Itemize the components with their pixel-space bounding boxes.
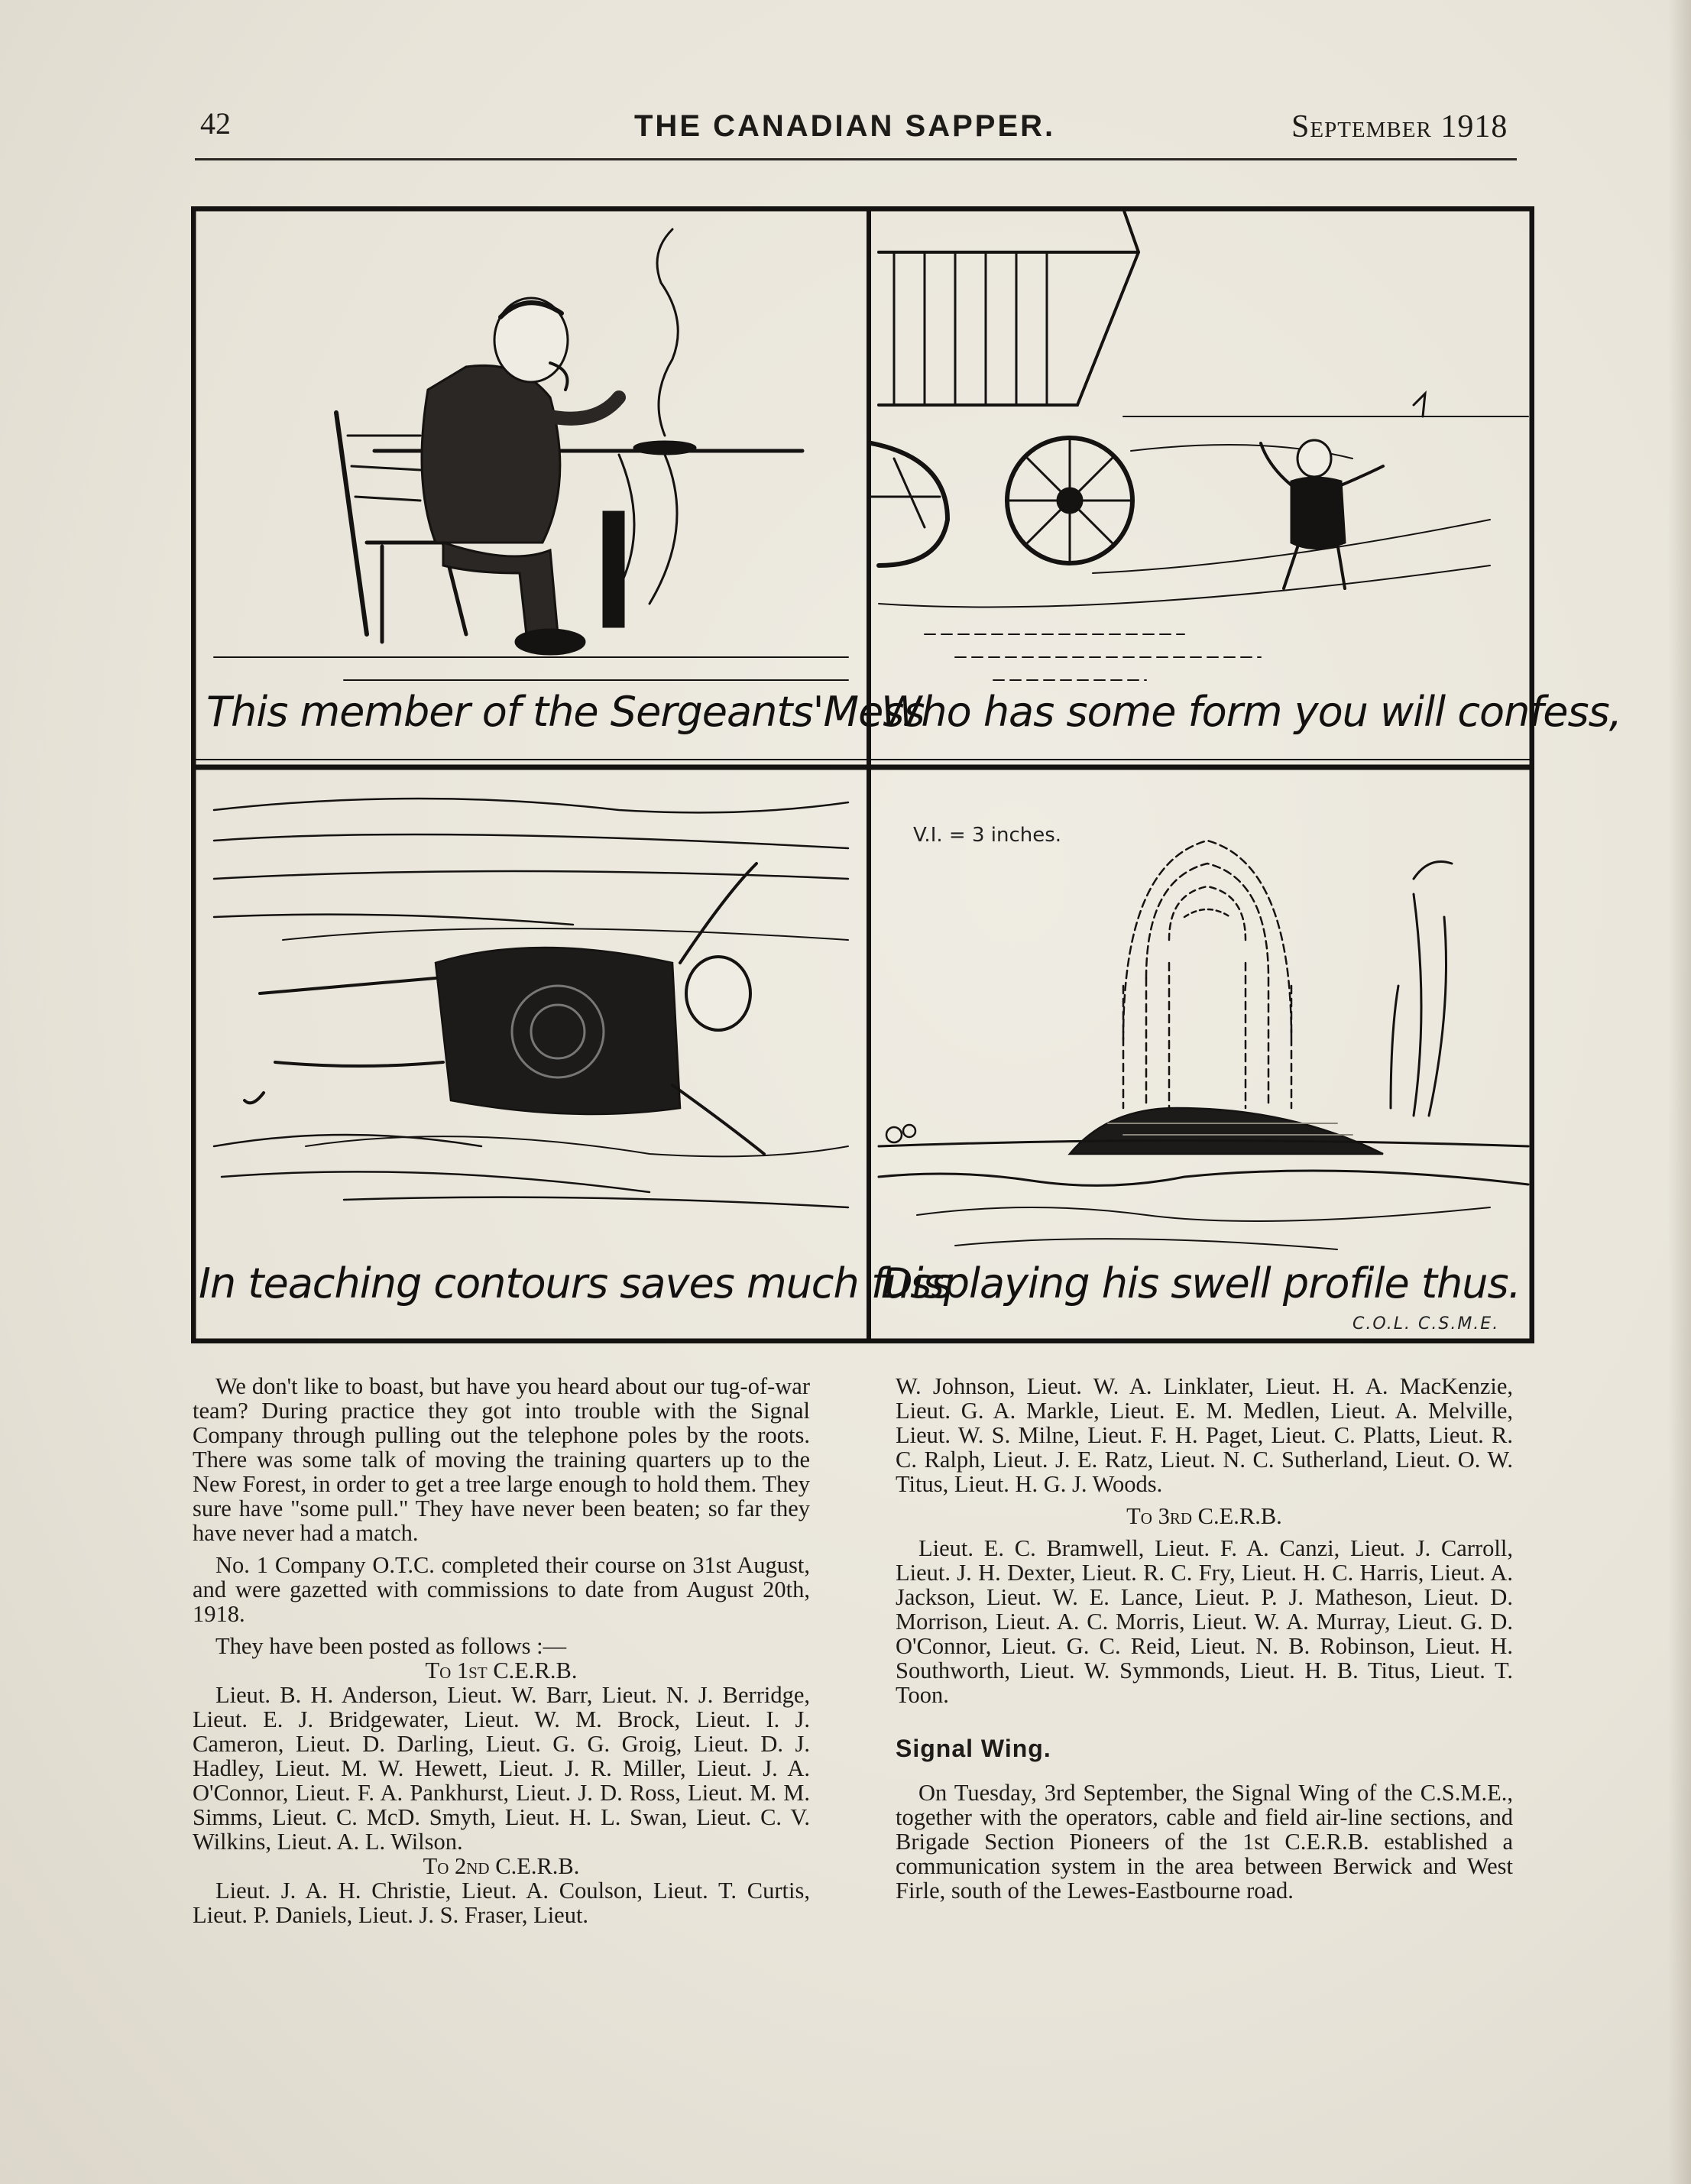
cartoon-figure — [191, 206, 1621, 1343]
posting-heading-2nd-cerb: To 2nd C.E.R.B. — [423, 1853, 580, 1879]
page-header — [0, 0, 1691, 168]
paragraph-otc-course: No. 1 Company O.T.C. completed their course on 31st August, and were gazetted with commissions to date from August 20th, 1918. — [193, 1552, 810, 1627]
panel-4-caption: Displaying his swell profile thus. — [881, 1259, 1521, 1307]
panel-1-art — [214, 229, 848, 680]
journal-title: THE CANADIAN SAPPER. — [634, 109, 1056, 143]
header-rule — [195, 158, 1517, 160]
posting-heading-3rd-cerb: To 3rd C.E.R.B. — [1126, 1503, 1282, 1529]
cartoon-drawing — [191, 206, 1534, 1343]
page-edge-shadow — [1668, 0, 1691, 2184]
panel-2-caption: Who has some form you will confess, — [881, 688, 1621, 736]
posting-heading-1st-cerb: To 1st C.E.R.B. — [425, 1657, 578, 1683]
posting-names-3rd-cerb: Lieut. E. C. Bramwell, Lieut. F. A. Canzi, Lieut. J. Carroll, Lieut. J. H. Dexter, Lieut. R. C. Fry, Lieut. H. C. Harris, Lieut. A. Jackson, Lieut. W. E. Lance, Lieut. P. J. Matheson, Lieut. D. Morrison, Lieut. A. C. Morris, Lieut. W. A. Murray, Lieut. G. D. O'Connor, Lieut. G. C. Reid, Lieut. N. B. Robinson, Lieut. H. Southworth, Lieut. W. Symmonds, Lieut. H. B. Titus, Lieut. T. Toon. — [896, 1535, 1513, 1708]
posting-names-2nd-cerb-part1: Lieut. J. A. H. Christie, Lieut. A. Coulson, Lieut. T. Curtis, Lieut. P. Daniels, Lieut. J. S. Fraser, Lieut. — [193, 1878, 810, 1928]
page-number: 42 — [200, 106, 231, 141]
artist-signature: C.O.L. C.S.M.E. — [1352, 1314, 1500, 1333]
paragraph-postings-intro: They have been posted as follows :— — [215, 1633, 567, 1659]
paragraph-tug-of-war: We don't like to boast, but have you heard about our tug-of-war team? During practice they got into trouble with the Signal Company through pulling out the telephone poles by the roots. There was some talk of moving the training quarters up to the New Forest, in order to get a tree large enough to hold them. They sure have "some pull." They have never been beaten; so far they have never had a match. — [193, 1373, 810, 1546]
text-column-left — [193, 1374, 810, 1927]
panel-2-art — [871, 209, 1528, 680]
posting-names-2nd-cerb-part2: W. Johnson, Lieut. W. A. Linklater, Lieut. H. A. MacKenzie, Lieut. G. A. Markle, Lieut. E. M. Medlen, Lieut. A. Melville, Lieut. W. S. Milne, Lieut. F. H. Paget, Lieut. C. Platts, Lieut. R. C. Ralph, Lieut. J. E. Ratz, Lieut. N. C. Sutherland, Lieut. O. W. Titus, Lieut. H. G. J. Woods. — [896, 1373, 1513, 1497]
vertical-interval-label: V.I. = 3 inches. — [913, 824, 1062, 847]
panel-4-art — [879, 841, 1528, 1249]
text-column-right — [896, 1374, 1513, 1903]
panel-3-art — [214, 799, 848, 1207]
panel-1-caption: This member of the Sergeants'Mess — [206, 688, 925, 736]
signal-wing-text: On Tuesday, 3rd September, the Signal Wing of the C.S.M.E., together with the operators, cable and field air-line sections, and Brigade Section Pioneers of the 1st C.E.R.B. established a communication system in the area between Berwick and West Firle, south of the Lewes-Eastbourne road. — [896, 1780, 1513, 1904]
issue-date: September 1918 — [1291, 109, 1508, 144]
panel-3-caption: In teaching contours saves much fuss — [199, 1259, 952, 1307]
posting-names-1st-cerb: Lieut. B. H. Anderson, Lieut. W. Barr, Lieut. N. J. Berridge, Lieut. E. J. Bridgewater, Lieut. W. M. Brock, Lieut. I. J. Cameron, Lieut. D. Darling, Lieut. G. G. Groig, Lieut. D. J. Hadley, Lieut. M. W. Hewett, Lieut. J. R. Miller, Lieut. J. A. O'Connor, Lieut. F. A. Pankhurst, Lieut. J. D. Ross, Lieut. M. M. Simms, Lieut. C. McD. Smyth, Lieut. H. L. Swan, Lieut. C. V. Wilkins, Lieut. A. L. Wilson. — [193, 1682, 810, 1855]
signal-wing-heading: Signal Wing. — [896, 1735, 1051, 1762]
